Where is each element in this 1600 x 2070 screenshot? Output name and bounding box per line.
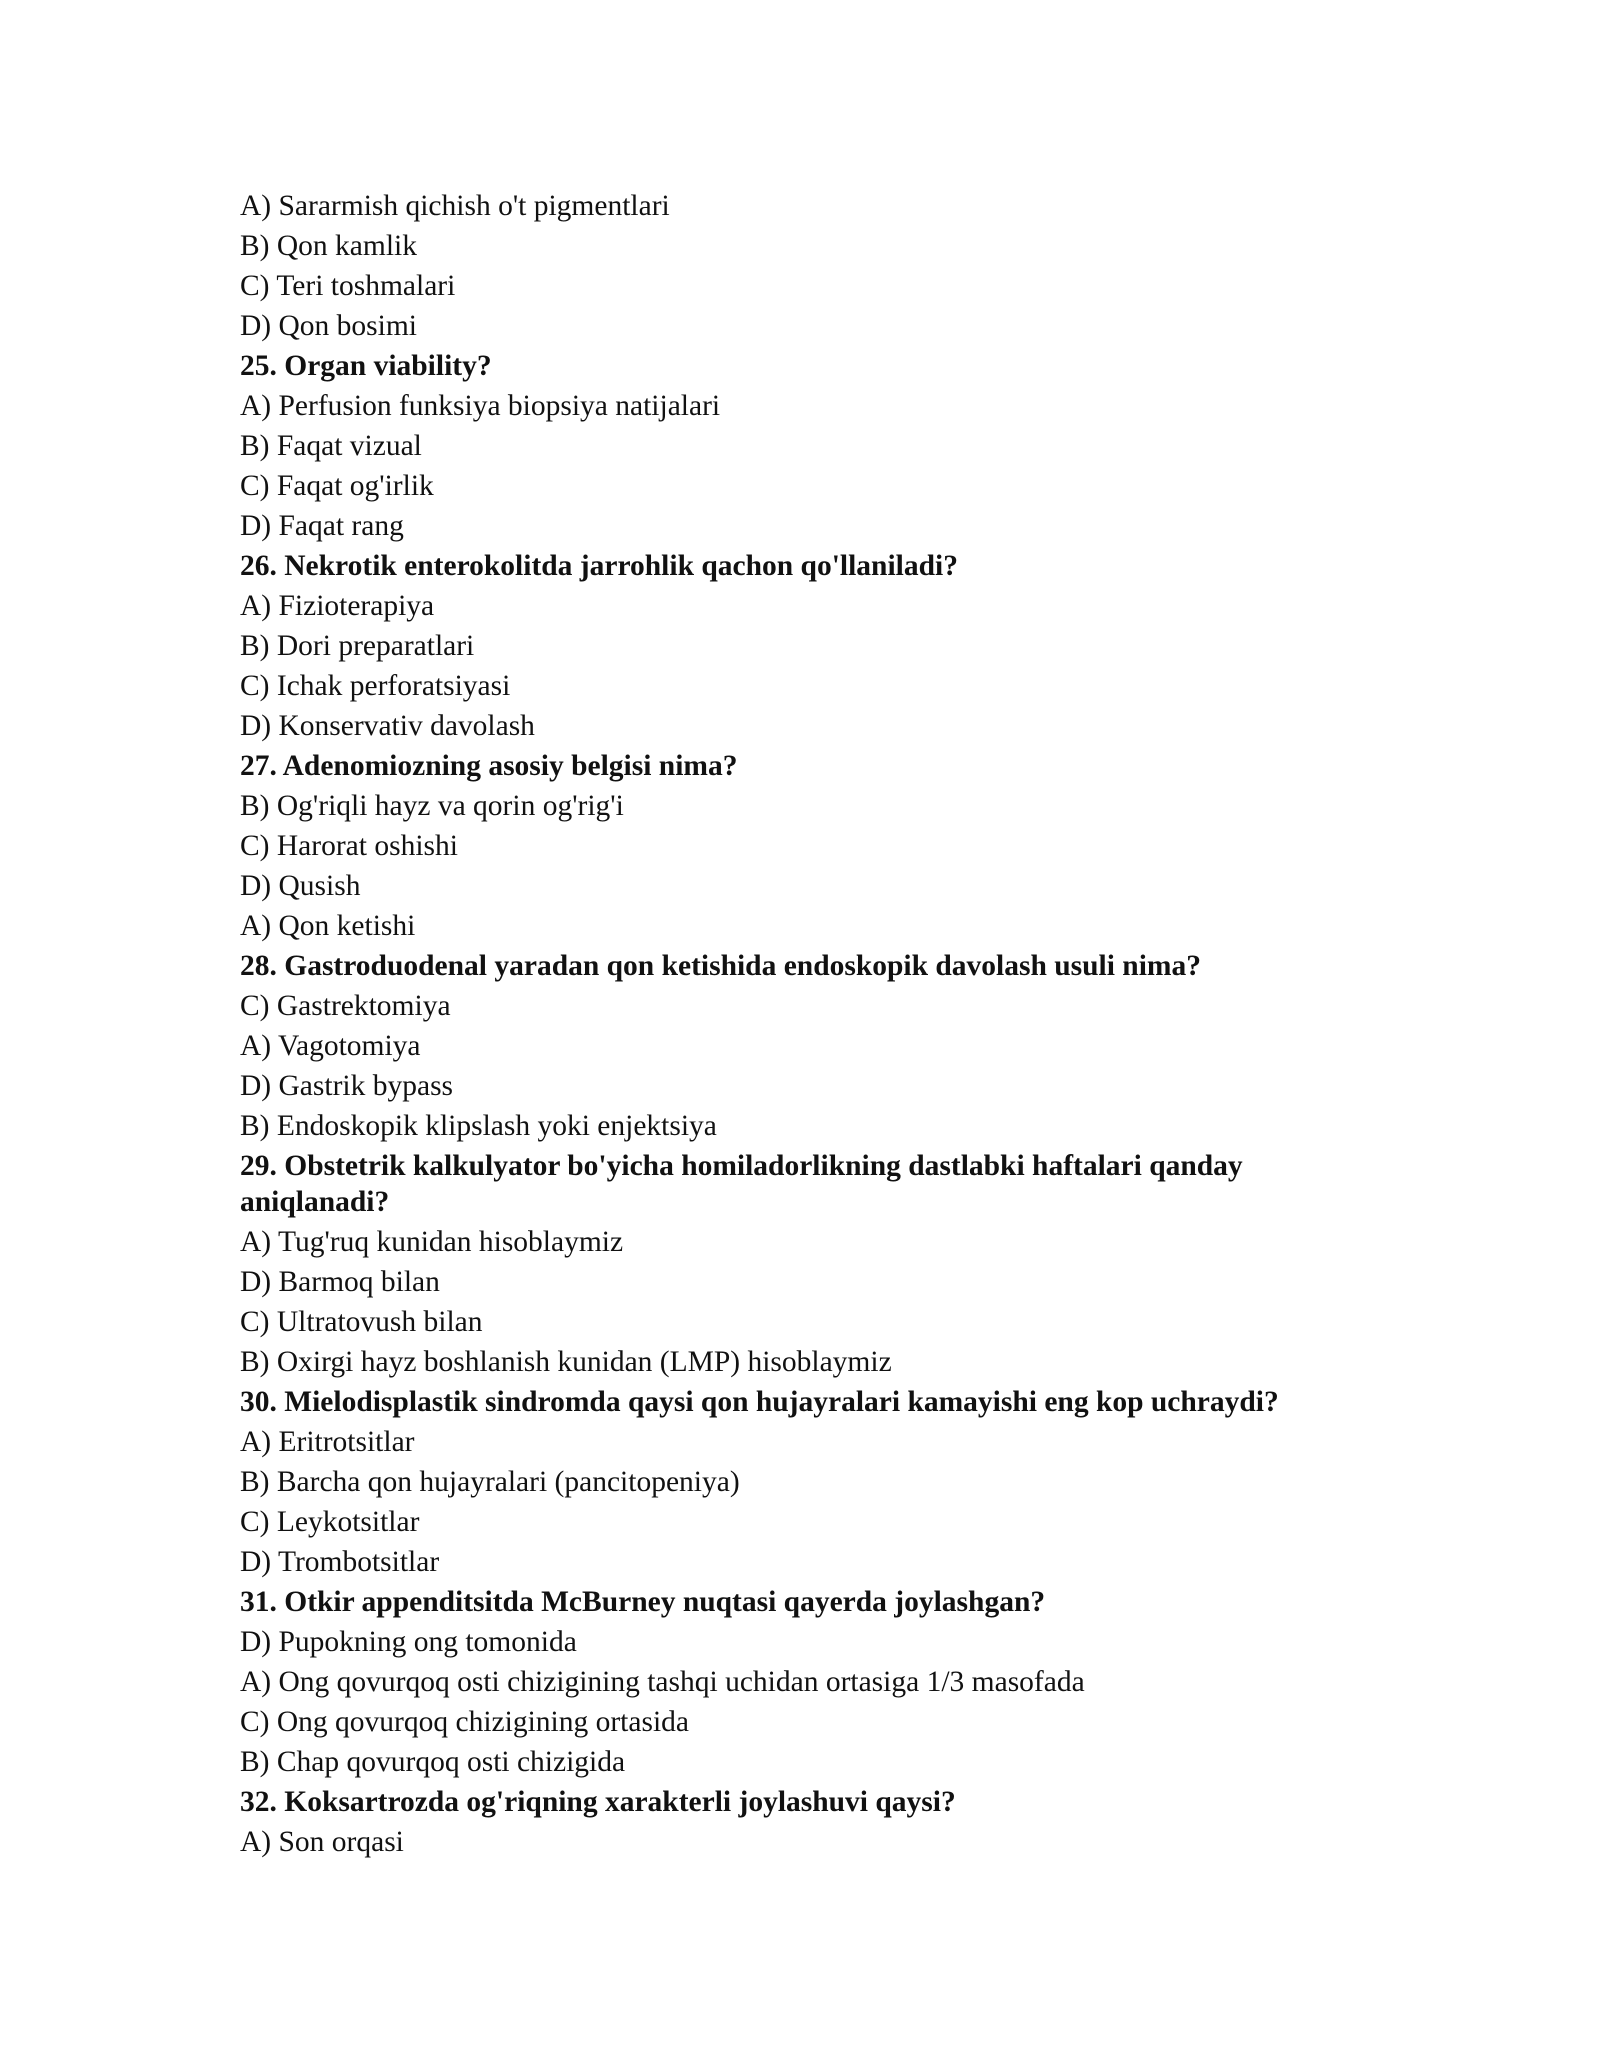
quiz-content	[240, 186, 1390, 1862]
question-heading: 28. Gastroduodenal yaradan qon ketishida endoskopik davolash usuli nima?	[240, 950, 1201, 982]
question-heading: 29. Obstetrik kalkulyator bo'yicha homiladorlikning dastlabki haftalari qanday aniqlanadi?	[240, 1150, 1243, 1218]
answer-option: D) Qusish	[240, 870, 361, 902]
answer-option: C) Ong qovurqoq chizigining ortasida	[240, 1706, 689, 1738]
answer-option: A) Fizioterapiya	[240, 590, 435, 622]
question-heading: 25. Organ viability?	[240, 350, 492, 382]
answer-option: B) Faqat vizual	[240, 430, 422, 462]
question-heading: 32. Koksartrozda og'riqning xarakterli joylashuvi qaysi?	[240, 1786, 956, 1818]
answer-option: B) Oxirgi hayz boshlanish kunidan (LMP) hisoblaymiz	[240, 1346, 892, 1378]
answer-option: A) Vagotomiya	[240, 1030, 421, 1062]
answer-option: B) Dori preparatlari	[240, 630, 475, 662]
question-heading: 30. Mielodisplastik sindromda qaysi qon hujayralari kamayishi eng kop uchraydi?	[240, 1386, 1279, 1418]
answer-option: D) Faqat rang	[240, 510, 404, 542]
answer-option: D) Konservativ davolash	[240, 710, 535, 742]
answer-option: C) Gastrektomiya	[240, 990, 451, 1022]
question-heading: 27. Adenomiozning asosiy belgisi nima?	[240, 750, 738, 782]
answer-option: B) Qon kamlik	[240, 230, 417, 262]
answer-option: C) Teri toshmalari	[240, 270, 456, 302]
answer-option: C) Leykotsitlar	[240, 1506, 420, 1538]
answer-option: A) Ong qovurqoq osti chizigining tashqi uchidan ortasiga 1/3 masofada	[240, 1666, 1085, 1698]
answer-option: C) Ichak perforatsiyasi	[240, 670, 511, 702]
answer-option: A) Sararmish qichish o't pigmentlari	[240, 190, 670, 222]
answer-option: A) Qon ketishi	[240, 910, 416, 942]
answer-option: A) Tug'ruq kunidan hisoblaymiz	[240, 1226, 624, 1258]
answer-option: D) Gastrik bypass	[240, 1070, 454, 1102]
answer-option: D) Pupokning ong tomonida	[240, 1626, 577, 1658]
answer-option: B) Chap qovurqoq osti chizigida	[240, 1746, 626, 1778]
answer-option: C) Faqat og'irlik	[240, 470, 434, 502]
answer-option: B) Endoskopik klipslash yoki enjektsiya	[240, 1110, 717, 1142]
answer-option: A) Perfusion funksiya biopsiya natijalari	[240, 390, 721, 422]
answer-option: D) Barmoq bilan	[240, 1266, 440, 1298]
question-heading: 26. Nekrotik enterokolitda jarrohlik qachon qo'llaniladi?	[240, 550, 958, 582]
answer-option: C) Harorat oshishi	[240, 830, 458, 862]
answer-option: A) Eritrotsitlar	[240, 1426, 415, 1458]
answer-option: A) Son orqasi	[240, 1826, 404, 1858]
answer-option: C) Ultratovush bilan	[240, 1306, 483, 1338]
answer-option: D) Qon bosimi	[240, 310, 417, 342]
answer-option: B) Og'riqli hayz va qorin og'rig'i	[240, 790, 624, 822]
question-heading: 31. Otkir appenditsitda McBurney nuqtasi qayerda joylashgan?	[240, 1586, 1046, 1618]
answer-option: B) Barcha qon hujayralari (pancitopeniya)	[240, 1466, 740, 1498]
answer-option: D) Trombotsitlar	[240, 1546, 440, 1578]
